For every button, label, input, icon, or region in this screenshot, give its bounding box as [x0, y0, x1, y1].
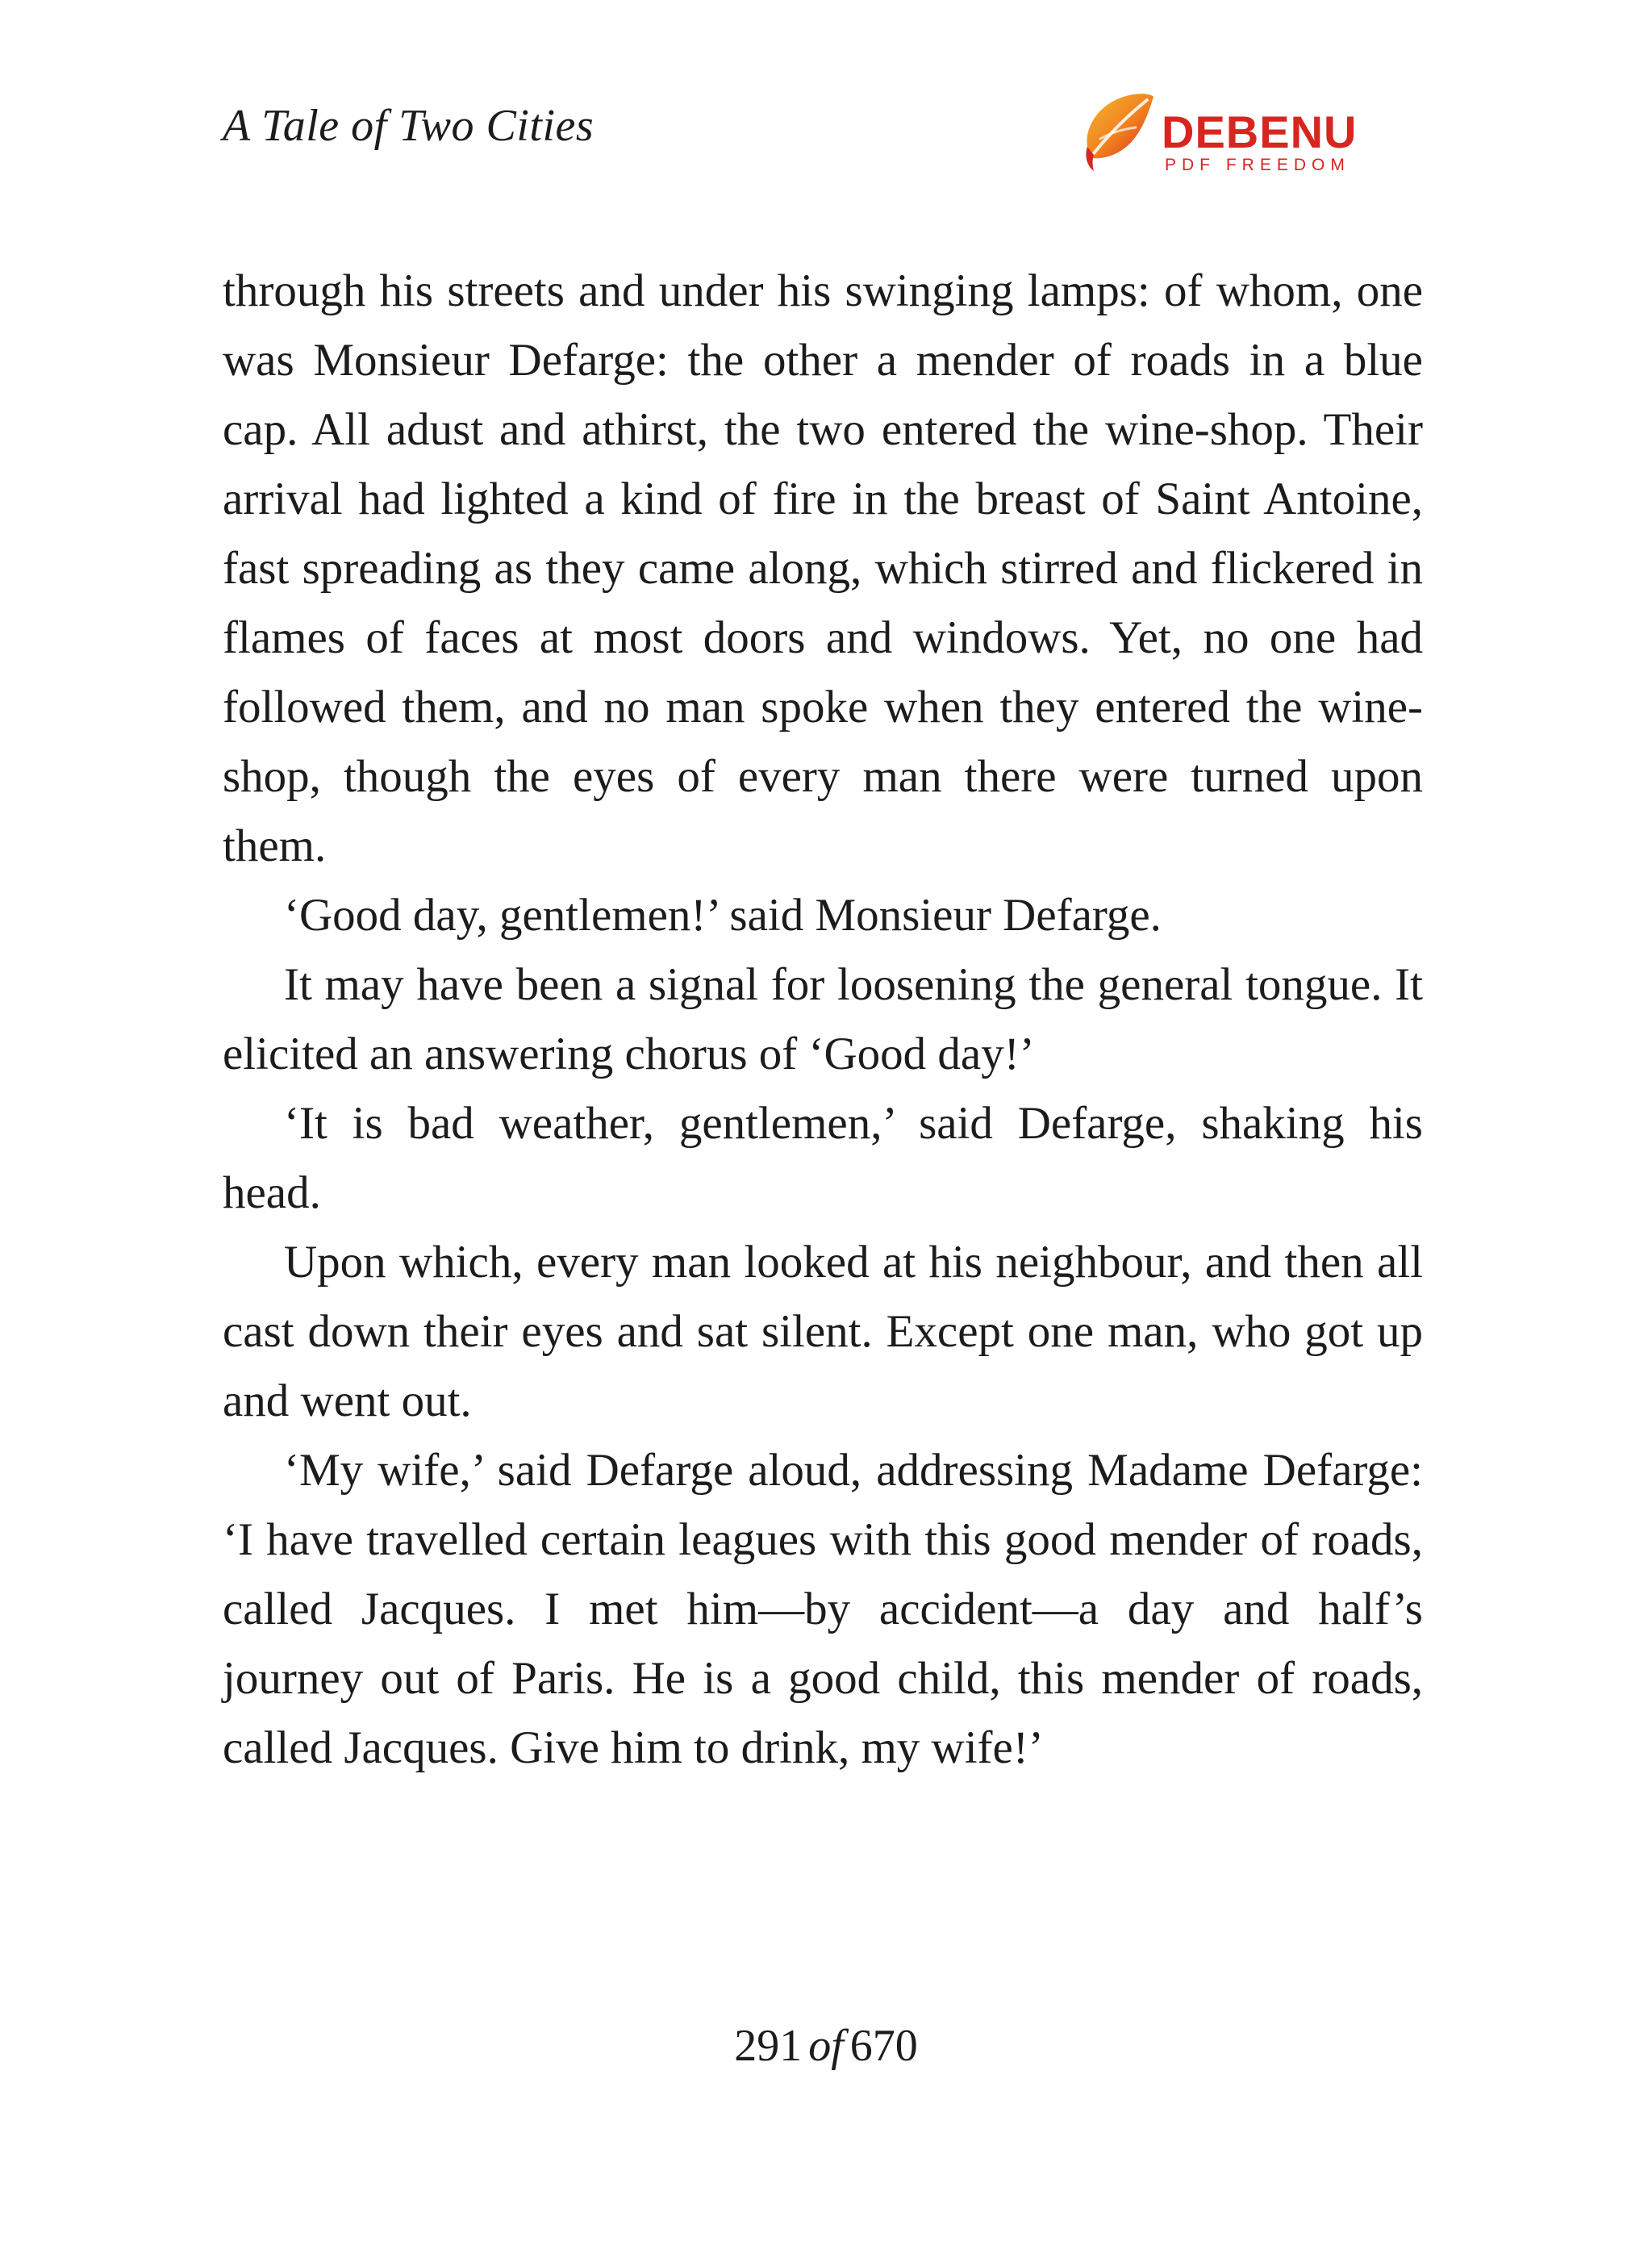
paragraph: Upon which, every man looked at his neighbour, and then all cast down their eyes and sat silent. Except one man, who got up and went out. [223, 1237, 1423, 1426]
page-body [223, 257, 1423, 1783]
of-word: of [808, 2021, 844, 2071]
total-pages: 670 [849, 2021, 918, 2071]
paragraph: ‘My wife,’ said Defarge aloud, addressing Madame Defarge: ‘I have travelled certain leagues with this good mender of roads, called Jacques. I met him—by accident—a day and half’s journey out of Paris. He is a good child, this mender of roads, called Jacques. Give him to drink, my wife!’ [223, 1445, 1423, 1773]
logo-wordmark: DEBENU [1162, 106, 1358, 157]
paragraph: ‘It is bad weather, gentlemen,’ said Defarge, shaking his head. [223, 1098, 1423, 1218]
running-title: A Tale of Two Cities [223, 101, 594, 151]
page-number [0, 2021, 1652, 2071]
paragraph: through his streets and under his swinging lamps: of whom, one was Monsieur Defarge: the other a mender of roads in a blue cap. All adust and athirst, the two entered the wine-shop. Their arrival had lighted a kind of fire in the breast of Saint Antoine, fast spreading as they came along, which stirred and flickered in flames of faces at most doors and windows. Yet, no one had followed them, and no man spoke when they entered the wine-shop, though the eyes of every man there were turned upon them. [223, 265, 1423, 871]
current-page: 291 [734, 2021, 803, 2071]
debenu-logo [1076, 90, 1366, 176]
debenu-leaf-icon [1076, 90, 1157, 174]
paragraph: ‘Good day, gentlemen!’ said Monsieur Defarge. [284, 890, 1162, 941]
paragraph: It may have been a signal for loosening the general tongue. It elicited an answering chorus of ‘Good day!’ [223, 959, 1423, 1079]
page-header [0, 0, 1652, 210]
logo-tagline: PDF FREEDOM [1165, 156, 1350, 174]
